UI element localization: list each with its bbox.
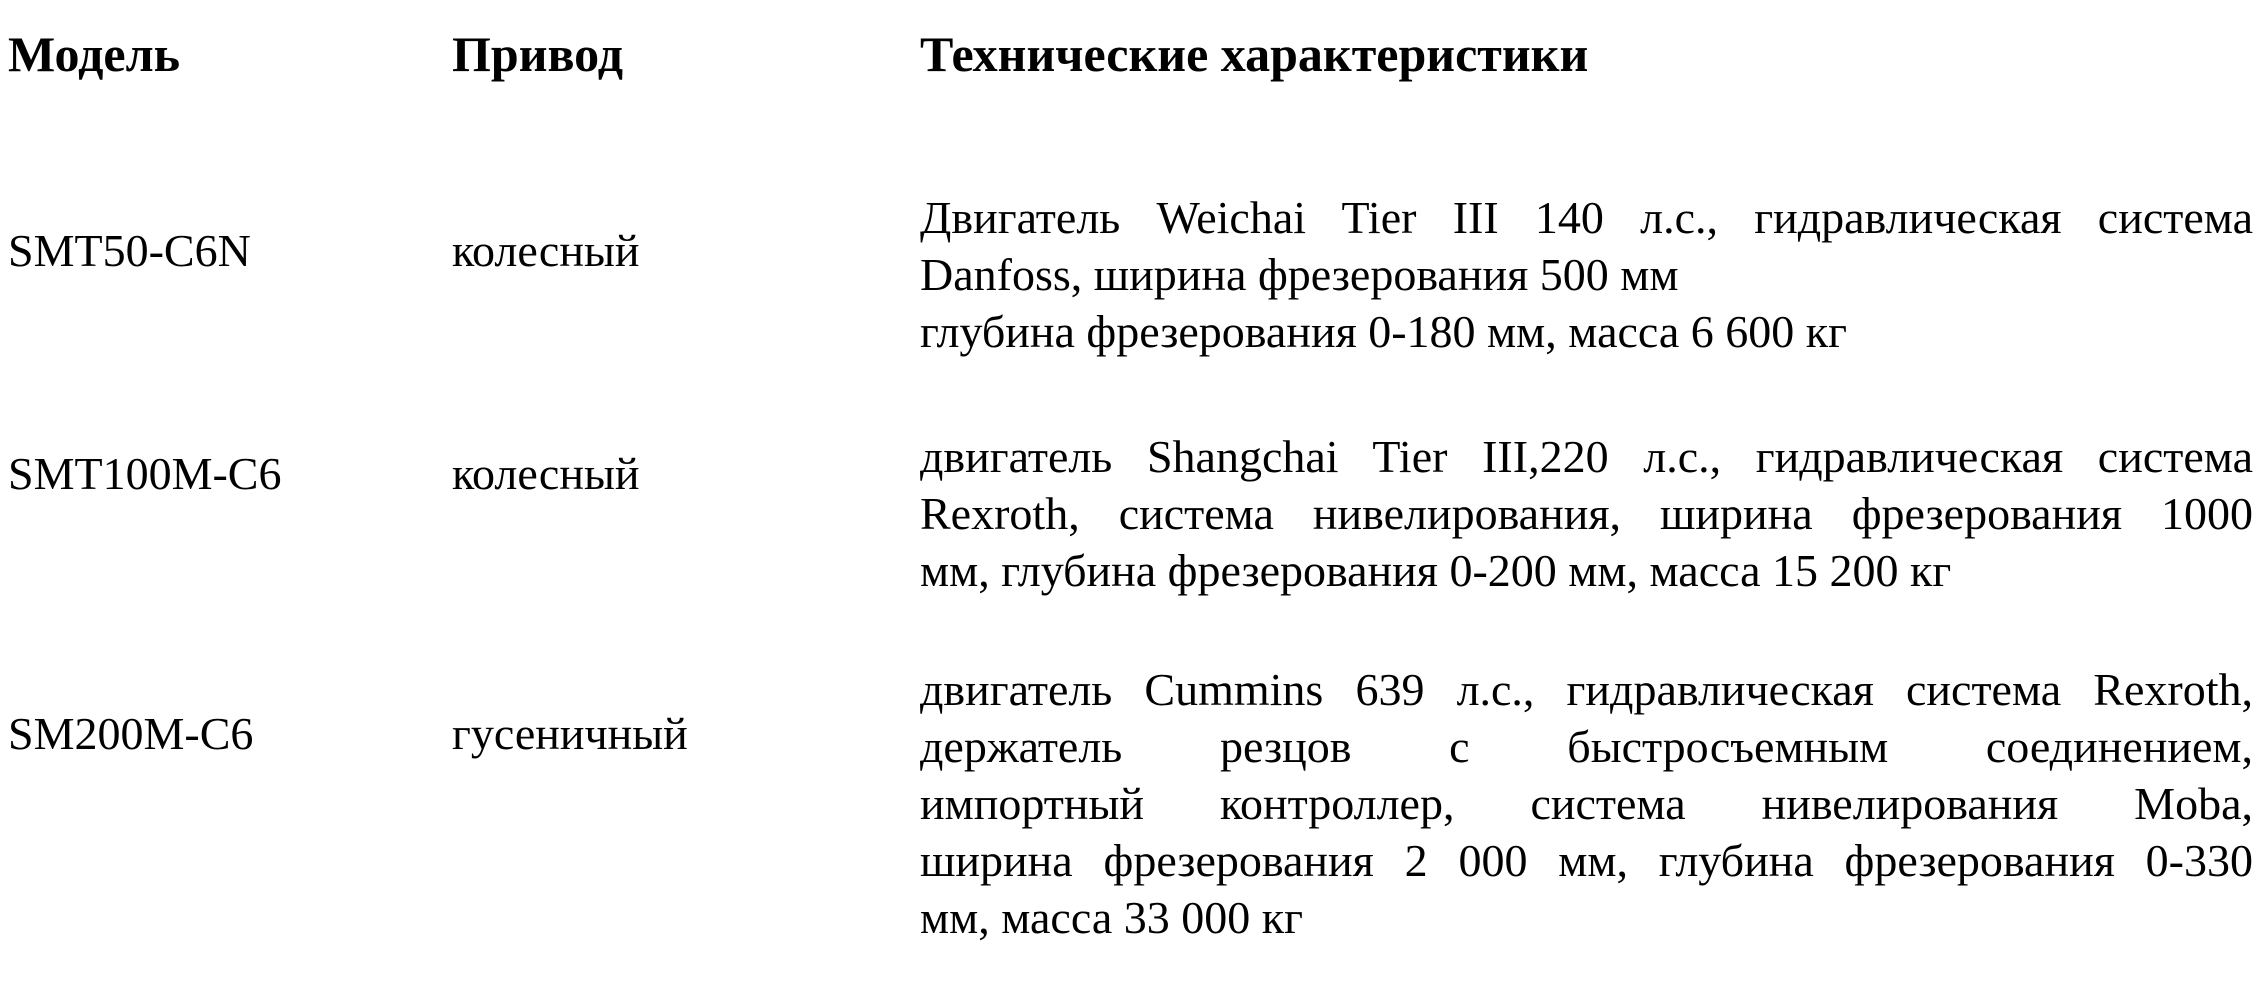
- specs-line: мм, глубина фрезерования 0-200 мм, масса 15 200 кг: [920, 545, 1952, 596]
- specs-line: двигатель Shangchai Tier III,220 л.с., гидравлическая система: [920, 431, 2253, 482]
- specs-line: мм, масса 33 000 кг: [920, 892, 1303, 943]
- table-row: [8, 189, 2261, 360]
- model-cell: SMT50-C6N: [8, 225, 251, 276]
- model-cell: SMT100M-C6: [8, 448, 282, 499]
- table-header-row: [8, 0, 2261, 83]
- specs-line: глубина фрезерования 0-180 мм, масса 6 600 кг: [920, 306, 1848, 357]
- drive-cell: гусеничный: [452, 708, 688, 759]
- drive-cell: колесный: [452, 448, 640, 499]
- header-model: Модель: [8, 26, 181, 82]
- drive-cell: колесный: [452, 225, 640, 276]
- specs-cell: [920, 189, 2253, 360]
- model-cell: SM200M-C6: [8, 708, 254, 759]
- header-drive: Привод: [452, 26, 624, 82]
- specs-line: Danfoss, ширина фрезерования 500 мм: [920, 249, 1679, 300]
- table-row: [8, 428, 2261, 599]
- header-specs: Технические характеристики: [920, 26, 1589, 82]
- specs-line: двигатель Cummins 639 л.с., гидравлическая система Rexroth,: [920, 664, 2253, 715]
- specs-line: ширина фрезерования 2 000 мм, глубина фрезерования 0-330: [920, 835, 2253, 886]
- specs-line: Двигатель Weichai Tier III 140 л.с., гидравлическая система: [920, 192, 2253, 243]
- specs-cell: [920, 428, 2253, 599]
- specs-line: Rexroth, система нивелирования, ширина фрезерования 1000: [920, 488, 2253, 539]
- specs-line: держатель резцов с быстросъемным соединением,: [920, 721, 2253, 772]
- specs-line: импортный контроллер, система нивелирования Moba,: [920, 778, 2253, 829]
- table-row: [8, 661, 2261, 946]
- specs-cell: [920, 661, 2253, 946]
